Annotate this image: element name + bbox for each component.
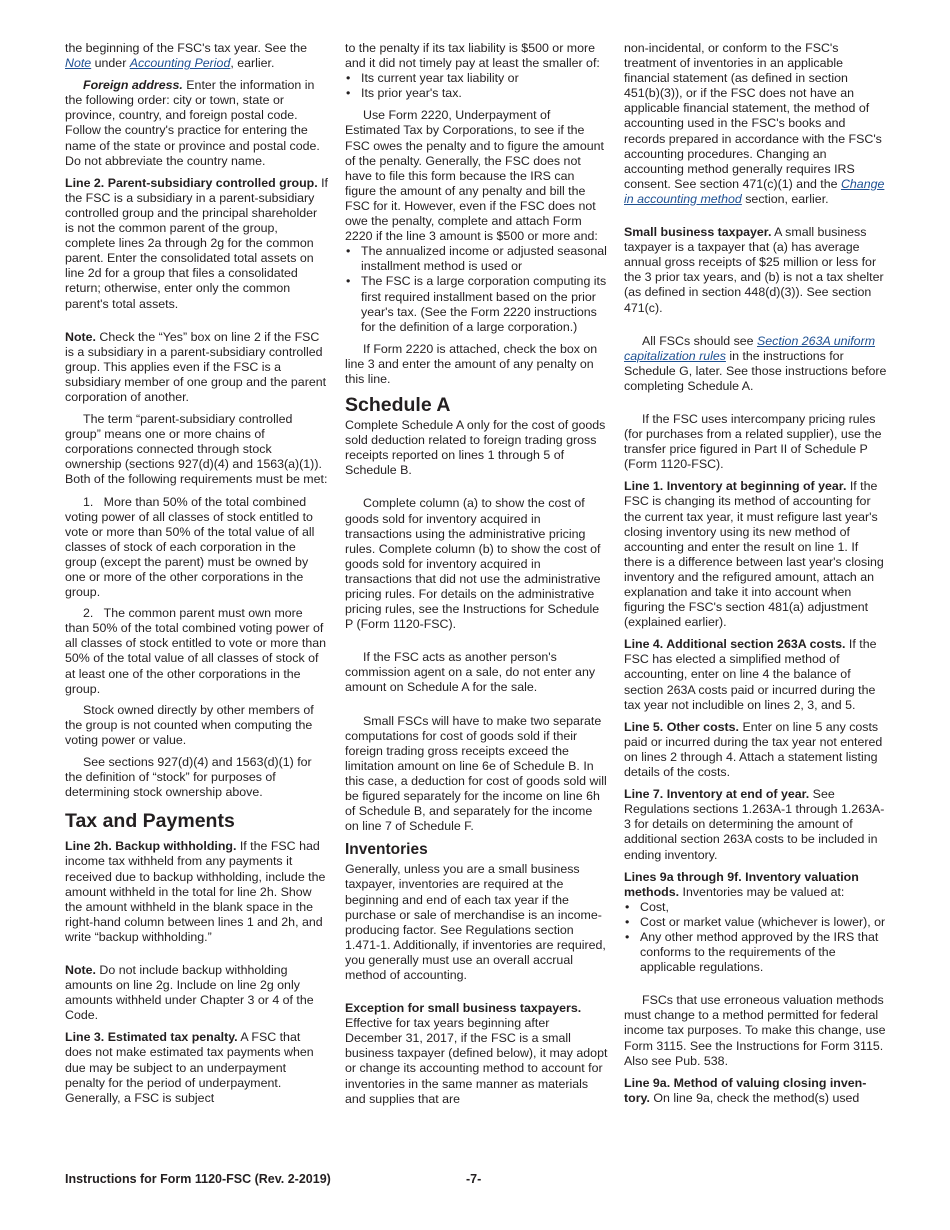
exception-paragraph: Exception for small business taxpayers. Effective for tax years beginning after December 31, 2017, if the FSC is a small business taxpayer (defined below), it may adopt or change its accounting method to account for inventories in the same manner as materials and supplies that are	[345, 1001, 608, 1106]
paragraph: to the penalty if its tax liability is $500 or more and it did not timely pay at least the smaller of:	[345, 41, 600, 71]
accounting-period-link[interactable]: Accounting Period	[129, 56, 231, 71]
paragraph: Complete column (a) to show the cost of goods sold for inventory acquired in transactions using the administrative pricing rules. Complete column (b) to show the cost of goods sold for inventory acquired in transactions that did not use the administrative pricing rules. For details on the administrative pricing rules, see the Instructions for Schedule P (Form 1120-FSC).	[345, 496, 601, 632]
line-1-paragraph: Line 1. Inventory at beginning of year. If the FSC is changing its method of accounting for the current tax year, it must refigure last year's closing inventory using its new method of accounting and enter the result on line 1. If there is a difference between last year's closing inventory and the refigured amount, attach an explanation and take it into account when figuring the FSC's section 481(a) adjustment (explained earlier).	[624, 479, 884, 630]
paragraph: Complete Schedule A only for the cost of goods sold deduction related to foreign trading gross receipts reported on lines 1 through 5 of Schedule B.	[345, 418, 606, 478]
column-2	[345, 41, 608, 1114]
bullet-list	[624, 900, 887, 975]
list-item: • Its prior year's tax.	[345, 86, 608, 101]
note-link[interactable]: Note	[65, 56, 92, 71]
paragraph: If the FSC uses intercompany pricing rules (for purchases from a related supplier), use the transfer price figured in Part II of Schedule P (Form 1120-FSC).	[624, 411, 882, 472]
paragraph: Generally, unless you are a small business taxpayer, inventories are required at the beginning and end of each tax year if the purchase or sale of merchandise is an income-producing factor. See Regulations section 1.471-1. Additionally, if inventories are required, you generally must use an overall accrual method of accounting.	[345, 862, 606, 982]
list-item: • Cost or market value (whichever is lower), or	[624, 915, 887, 930]
section-263a-link[interactable]: Section 263A uniform capitalization rules	[624, 333, 876, 363]
paragraph: non-incidental, or conform to the FSC's treatment of inventories in an applicable financial statement (as defined in section 451(b)(3)), or if the FSC does not have an applicable financial statement, the method of accounting used in the FSC's books and records prepared in accordance with the FSC's accounting procedures. Changing an accounting method generally requires IRS consent. See section 471(c)(1) and the Change in accounting method section, earlier.	[624, 41, 885, 206]
paragraph: If Form 2220 is attached, check the box on line 3 and enter the amount of any penalty on this line.	[345, 341, 598, 386]
column-3	[624, 41, 887, 1113]
line-2-paragraph: Line 2. Parent-subsidiary controlled group. If the FSC is a subsidiary in a parent-subsidiary controlled group and the principal shareholder is not the common parent of the group, complete lines 2a through 2g for the common parent. Enter the consolidated total assets on line 2d for a group that files a consolidated return; otherwise, enter only the common parent's total assets.	[65, 175, 328, 311]
list-item: • Its current year tax liability or	[345, 71, 608, 86]
paragraph: Small FSCs will have to make two separate computations for cost of goods sold if their foreign trading gross receipts exceed the limitation amount on line 6e of Schedule B. In this case, a deduction for cost of goods sold will be figured separately for the income on line 6h of Schedule B, and separately for the income on line 7 of Schedule F.	[345, 713, 607, 834]
note-paragraph: Note. Check the “Yes” box on line 2 if the FSC is a subsidiary in a parent-subsidiary controlled group. This applies even if the FSC is a subsidiary member of one group and the parent corporation of another.	[65, 329, 327, 404]
schedule-a-heading: Schedule A	[345, 394, 451, 417]
line-2h-paragraph: Line 2h. Backup withholding. If the FSC had income tax withheld from any payments it received due to backup withholding, include the amount withheld in the total for line 2h. Show the amount withheld in the blank space in the right-hand column between lines 1 and 2h, and write “backup withholding.”	[65, 839, 326, 944]
line-7-paragraph: Line 7. Inventory at end of year. See Regulations sections 1.263A-1 through 1.263A-3 for details on determining the amount of additional section 263A costs to be included in ending inventory.	[624, 787, 885, 862]
note-paragraph: Note. Do not include backup withholding amounts on line 2g. Include on line 2g only amounts withheld under Chapter 3 or 4 of the Code.	[65, 962, 314, 1023]
paragraph: If the FSC acts as another person's commission agent on a sale, do not enter any amount on Schedule A for the sale.	[345, 650, 596, 695]
bullet-list	[345, 71, 608, 101]
small-business-paragraph: Small business taxpayer. A small business taxpayer is a taxpayer that (a) has average annual gross receipts of $25 million or less for the 3 prior tax years, and (b) is not a tax shelter (as defined in section 448(d)(3)). See section 471(c).	[624, 225, 884, 315]
bullet-list	[345, 244, 608, 335]
line-3-paragraph: Line 3. Estimated tax penalty. A FSC that does not make estimated tax payments when due may be subject to an underpayment penalty for the period of underpayment. Generally, a FSC is subject	[65, 1030, 314, 1105]
tax-and-payments-heading: Tax and Payments	[65, 810, 235, 833]
requirement-2: 2. The common parent must own more than 50% of the total combined voting power of all classes of stock entitled to vote or more than 50% of the total value of all classes of stock of at least one of the other corporations in the group.	[65, 606, 327, 696]
line-5-paragraph: Line 5. Other costs. Enter on line 5 any costs paid or incurred during the tax year not entered on lines 2 through 4. Attach a statement listing details of the costs.	[624, 719, 883, 780]
list-item: • Cost,	[624, 900, 887, 915]
change-in-accounting-method-link[interactable]: Change in accounting method	[624, 176, 885, 206]
foreign-address-paragraph: Foreign address. Enter the information in the following order: city or town, state or province, country, and foreign postal code. Follow the country's practice for entering the name of the state or province and postal code. Do not abbreviate the country name.	[65, 78, 320, 168]
paragraph: FSCs that use erroneous valuation methods must change to a method permitted for federal income tax purposes. To make this change, use Form 3115. See the Instructions for Form 3115. Also see Pub. 538.	[624, 993, 886, 1068]
column-1	[65, 41, 328, 1113]
footer-form-title: Instructions for Form 1120-FSC (Rev. 2-2019)	[65, 1172, 331, 1186]
paragraph: Stock owned directly by other members of the group is not counted when computing the voting power or value.	[65, 702, 314, 747]
paragraph: All FSCs should see Section 263A uniform capitalization rules in the instructions for Schedule G, later. See those instructions before completing Schedule A.	[624, 333, 887, 393]
list-item: • The annualized income or adjusted seasonal installment method is used or	[345, 244, 608, 274]
lines-9a-9f-paragraph: Lines 9a through 9f. Inventory valuation methods. Inventories may be valued at:	[624, 869, 859, 899]
list-item: • The FSC is a large corporation computing its first required installment based on the prior year's tax. (See the Form 2220 instructions for the definition of a large corporation.)	[345, 274, 608, 334]
paragraph: See sections 927(d)(4) and 1563(d)(1) for the definition of “stock” for purposes of determining stock ownership above.	[65, 755, 312, 800]
paragraph: the beginning of the FSC's tax year. See the Note under Accounting Period, earlier.	[65, 41, 308, 71]
term-paragraph: The term “parent-subsidiary controlled group” means one or more chains of corporations connected through stock ownership (sections 927(d)(4) and 1563(a)(1)). Both of the following requirements must be met:	[65, 412, 328, 487]
page-number: -7-	[466, 1172, 482, 1186]
inventories-heading: Inventories	[345, 841, 428, 859]
list-item: • Any other method approved by the IRS that conforms to the requirements of the applicable regulations.	[624, 930, 887, 975]
paragraph: Use Form 2220, Underpayment of Estimated Tax by Corporations, to see if the FSC owes the penalty and to figure the amount of the penalty. Generally, the FSC does not have to file this form because the IRS can figure the amount of any penalty and bill the FSC for it. However, even if the FSC does not owe the penalty, complete and attach Form 2220 if the line 3 amount is $500 or more and:	[345, 108, 604, 244]
requirement-1: 1. More than 50% of the total combined voting power of all classes of stock entitled to vote or more than 50% of the total value of all classes of stock of each corporation in the group (except the parent) must be owned by one or more of the other corporations in the group.	[65, 494, 315, 600]
line-9a-paragraph: Line 9a. Method of valuing closing inven-tory. On line 9a, check the method(s) used	[624, 1075, 867, 1105]
line-4-paragraph: Line 4. Additional section 263A costs. If the FSC has elected a simplified method of accounting, enter on line 4 the balance of section 263A costs paid or incurred during the tax year not includible on lines 2, 3, and 5.	[624, 637, 877, 712]
